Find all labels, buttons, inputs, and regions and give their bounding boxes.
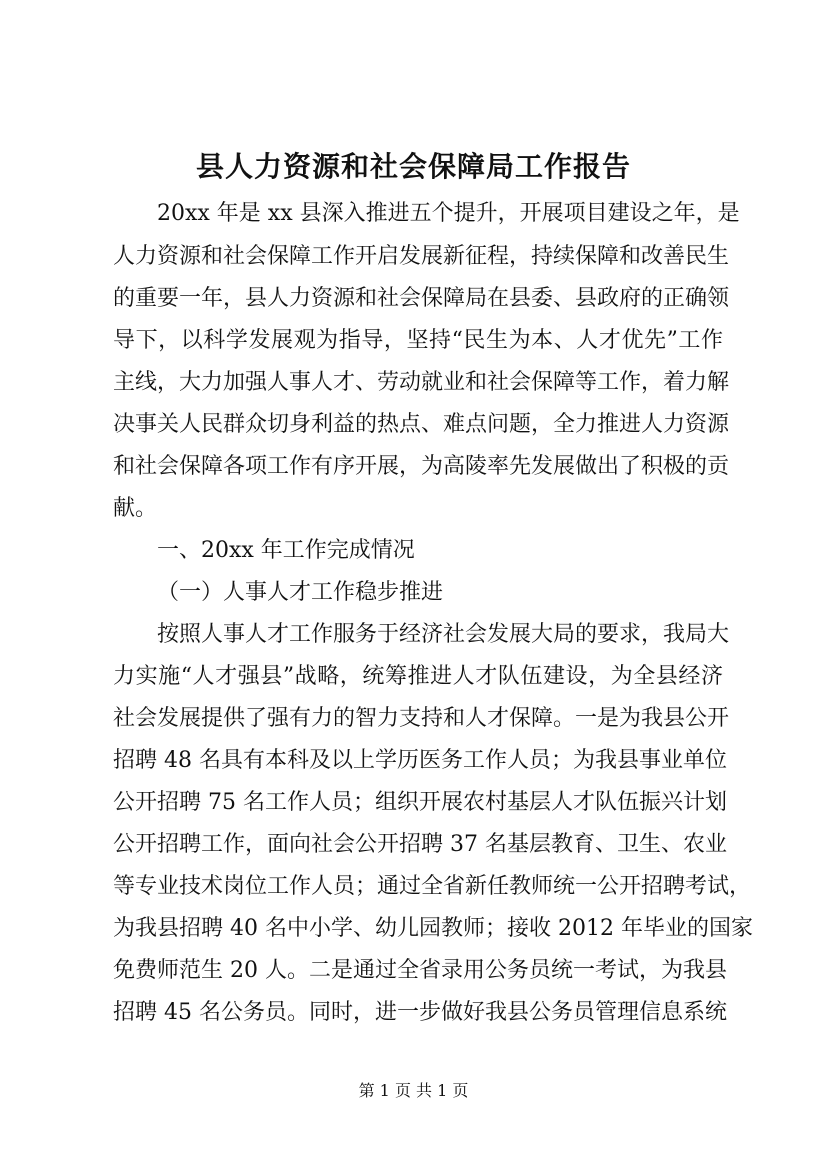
paragraph-line: 招聘 45 名公务员。同时，进一步做好我县公务员管理信息系统 bbox=[113, 1000, 727, 1025]
paragraph-line: 招聘 48 名具有本科及以上学历医务工作人员；为我县事业单位 bbox=[113, 748, 727, 773]
paragraph-line: 主线，大力加强人事人才、劳动就业和社会保障等工作，着力解 bbox=[113, 370, 730, 395]
paragraph-line: 和社会保障各项工作有序开展，为高陵率先发展做出了积极的贡 bbox=[113, 454, 730, 479]
paragraph-line: 决事关人民群众切身利益的热点、难点问题，全力推进人力资源 bbox=[113, 412, 730, 437]
paragraph-line: 的重要一年，县人力资源和社会保障局在县委、县政府的正确领 bbox=[113, 286, 730, 311]
section-heading: 一、20xx 年工作完成情况 bbox=[157, 538, 415, 563]
page-footer: 第 1 页 共 1 页 bbox=[358, 1081, 469, 1100]
paragraph-line: 社会发展提供了强有力的智力支持和人才保障。一是为我县公开 bbox=[113, 706, 730, 731]
paragraph-line: 导下，以科学发展观为指导，坚持“民生为本、人才优先”工作 bbox=[113, 328, 723, 353]
paragraph-line: 人力资源和社会保障工作开启发展新征程，持续保障和改善民生 bbox=[113, 244, 730, 269]
paragraph-line: 免费师范生 20 人。二是通过全省录用公务员统一考试，为我县 bbox=[113, 958, 727, 983]
paragraph-line: 等专业技术岗位工作人员；通过全省新任教师统一公开招聘考试， bbox=[113, 874, 752, 899]
paragraph-line: 公开招聘工作，面向社会公开招聘 37 名基层教育、卫生、农业 bbox=[113, 832, 727, 857]
paragraph-line: 为我县招聘 40 名中小学、幼儿园教师；接收 2012 年毕业的国家 bbox=[113, 916, 753, 941]
subsection-heading: （一）人事人才工作稳步推进 bbox=[157, 580, 444, 605]
document-title: 县人力资源和社会保障局工作报告 bbox=[195, 150, 631, 183]
paragraph-line: 按照人事人才工作服务于经济社会发展大局的要求，我局大 bbox=[157, 622, 730, 647]
paragraph-line: 20xx 年是 xx 县深入推进五个提升，开展项目建设之年，是 bbox=[157, 201, 740, 226]
paragraph-line: 公开招聘 75 名工作人员；组织开展农村基层人才队伍振兴计划 bbox=[113, 790, 727, 815]
paragraph-line: 献。 bbox=[113, 496, 158, 521]
paragraph-line: 力实施“人才强县”战略，统筹推进人才队伍建设，为全县经济 bbox=[113, 664, 723, 689]
